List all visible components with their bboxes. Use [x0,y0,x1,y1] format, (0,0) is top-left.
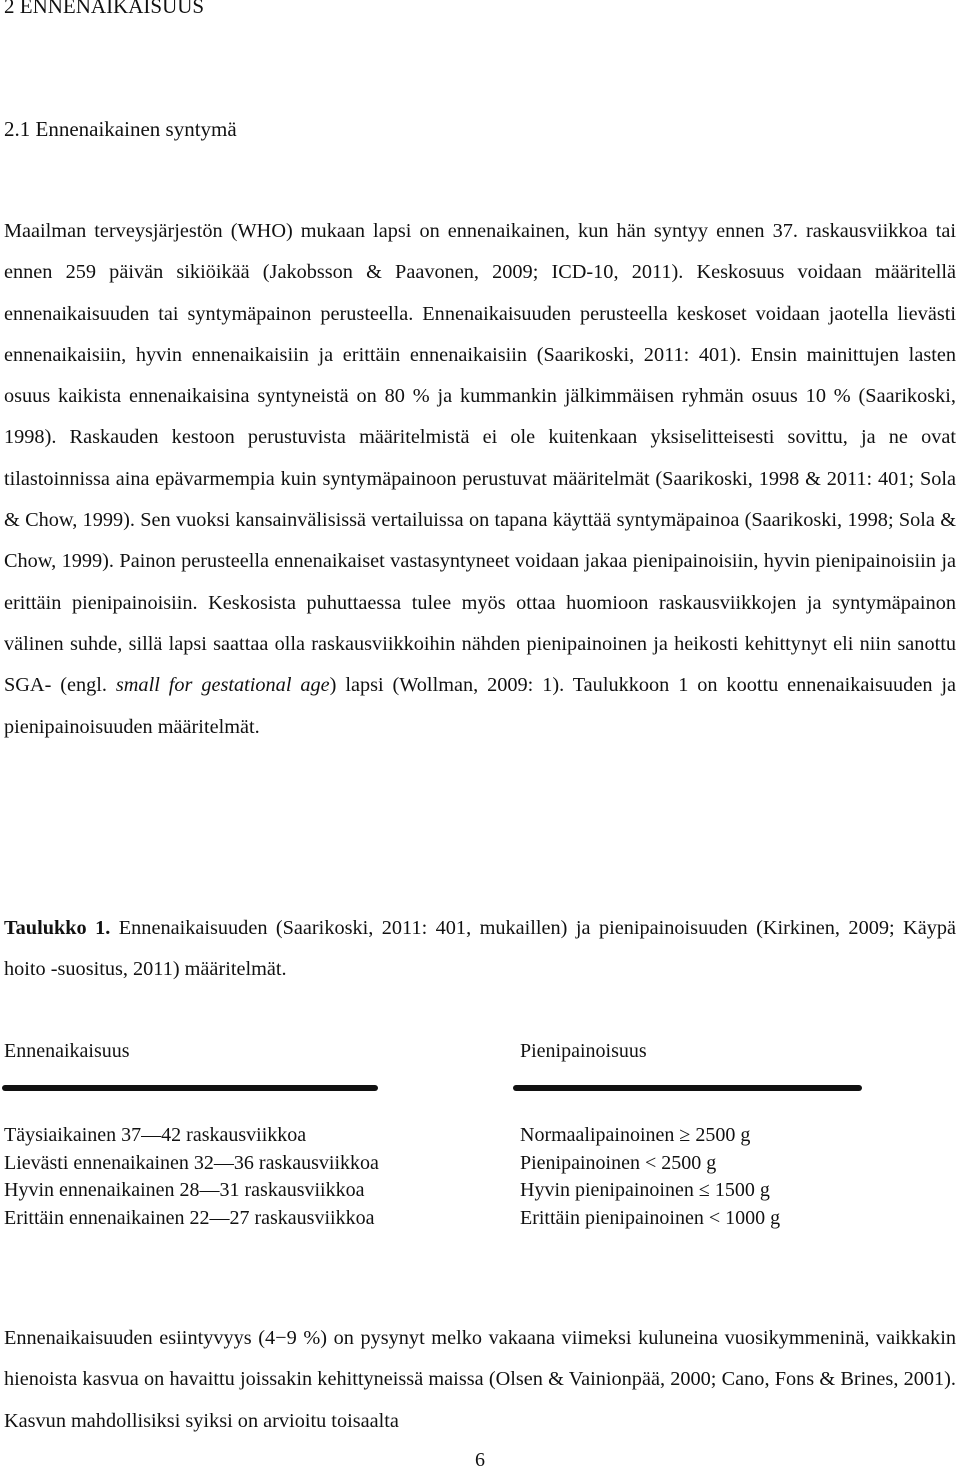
body-paragraph-2: Ennenaikaisuuden esiintyvyys (4−9 %) on pysynyt melko vakaana viimeksi kuluneina vuosikymmeninä, vaikkakin hienoista kasvua on havaittu joissakin kehittyneissä maissa (Olsen & Vainionpää, 2000; Cano, Fons & Brines, 2001). Kasvun mahdollisiksi syiksi on arvioitu toisaalta [4,1327,956,1432]
table-caption-label: Taulukko 1. [4,917,111,939]
table-cell: Pienipainoinen < 2500 g [520,1151,717,1174]
table-cell: Normaalipainoinen ≥ 2500 g [520,1124,751,1146]
table-caption [4,908,956,990]
table-rule-right [513,1085,862,1091]
section-title: 2.1 Ennenaikainen syntymä [4,117,237,141]
table-rule-left [2,1085,378,1091]
table-cell: Täysiaikainen 37—42 raskausviikkoa [4,1124,307,1146]
chapter-title: 2 ENNENAIKAISUUS [4,0,205,18]
table-cell: Hyvin pienipainoinen ≤ 1500 g [520,1179,770,1201]
table-column-low-birthweight [520,1122,780,1232]
page-number: 6 [475,1449,485,1471]
paragraph-text: Maailman terveysjärjestön (WHO) mukaan lapsi on ennenaikainen, kun hän syntyy ennen 37. raskausviikkoa tai ennen 259 päivän sikiöikää (Jakobsson & Paavonen, 2009; ICD-10, 2011). Keskosuus voidaan määritellä ennenaikaisuuden tai syntymäpainon perusteella. Ennenaikaisuuden perusteella keskoset voidaan jaotella lievästi ennenaikaisiin, hyvin ennenaikaisiin ja erittäin ennenaikaisiin (Saarikoski, 2011: 401). Ensin mainittujen lasten osuus kaikista ennenaikaisina syntyneistä on 80 % ja kummankin jälkimmäisen ryhmän osuus 10 % (Saarikoski, 1998). Raskauden kestoon perustuvista määritelmistä ei ole kuitenkaan yksiselitteisesti sovittu, ja ne ovat tilastoinnissa aina epävarmempia kuin syntymäpainoon perustuvat määritelmät (Saarikoski, 1998 & 2011: 401; Sola & Chow, 1999). Sen vuoksi kansainvälisissä vertailuissa on tapana käyttää syntymäpainoa (Saarikoski, 1998; Sola & Chow, 1999). Painon perusteella ennenaikaiset vastasyntyneet voidaan jakaa pienipainoisiin, hyvin pienipainoisiin ja erittäin pienipainoisiin. Keskosista puhuttaessa tulee myös ottaa huomioon raskausviikkojen ja syntymäpainon välinen suhde, sillä lapsi saattaa olla raskausviikkoihin nähden pienipainoinen ja heikosti kehittynyt eli niin sanottu SGA- (engl. [4,220,956,697]
table-cell: Hyvin ennenaikainen 28—31 raskausviikkoa [4,1179,365,1201]
table-column-prematurity [4,1122,379,1232]
table-cell: Erittäin ennenaikainen 22—27 raskausviikkoa [4,1206,375,1229]
table-cell: Lievästi ennenaikainen 32—36 raskausviikkoa [4,1151,379,1174]
body-paragraph-1 [4,211,956,748]
paragraph-text-end: ) lapsi (Wollman, 2009: 1). Taulukkoon 1 on koottu ennenaikaisuuden ja pienipainoisuuden määritelmät. [4,674,957,738]
table-caption-text: Ennenaikaisuuden (Saarikoski, 2011: 401, mukaillen) ja pienipainoisuuden (Kirkinen, 2009; Käypä hoito -suositus, 2011) määritelmät. [4,917,956,980]
table-cell: Erittäin pienipainoinen < 1000 g [520,1206,781,1229]
table-header-prematurity: Ennenaikaisuus [4,1040,130,1062]
italic-term: small for gestational age [115,674,330,697]
table-header-low-birthweight: Pienipainoisuus [520,1040,647,1062]
